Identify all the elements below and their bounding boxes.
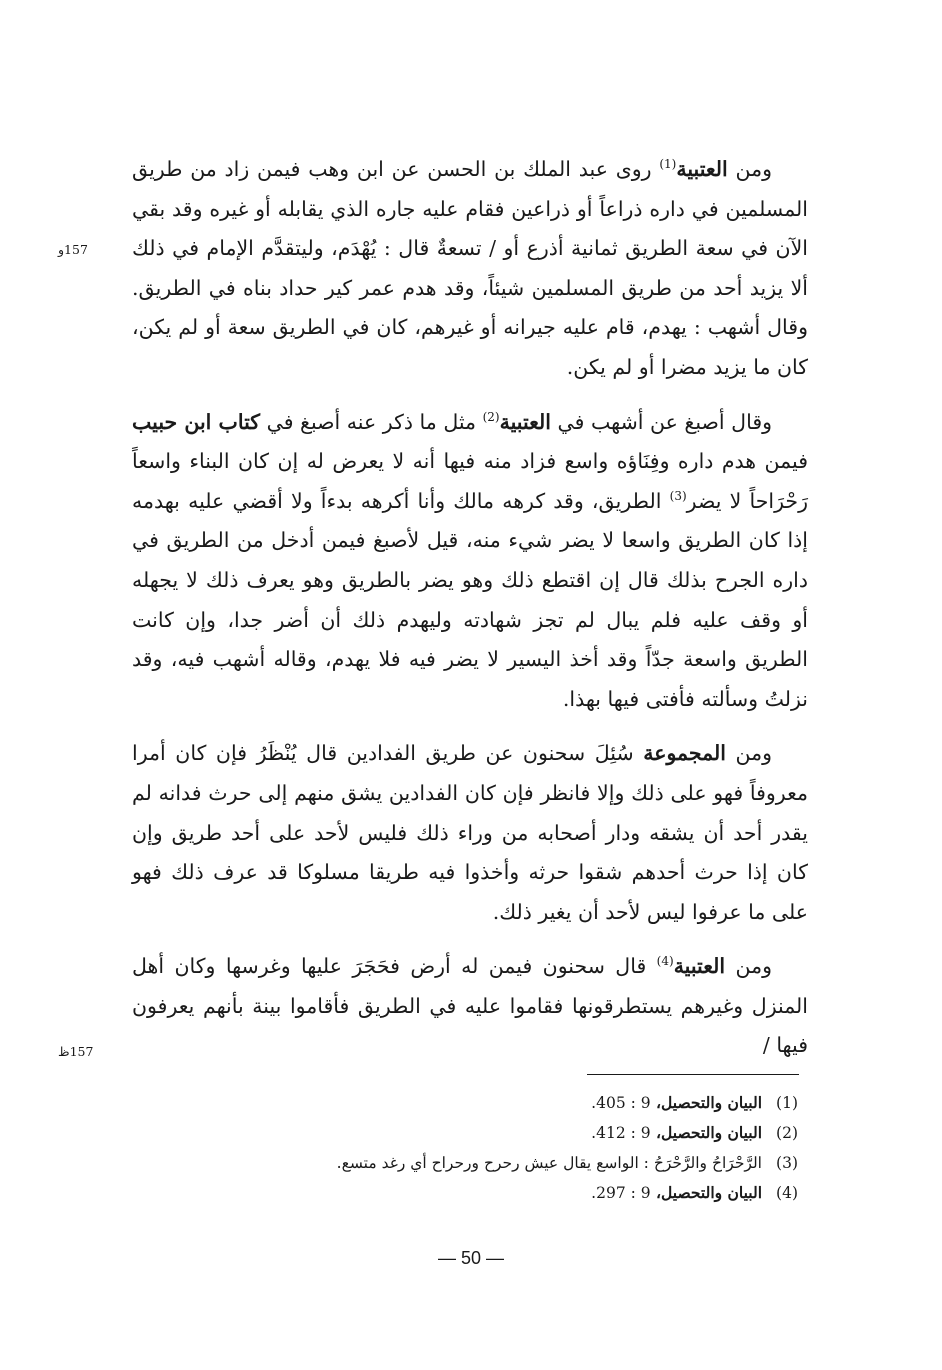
paragraph-lead: ومن bbox=[725, 954, 772, 979]
footnote-source: البيان والتحصيل، bbox=[650, 1093, 762, 1112]
footnote-number: (2) bbox=[776, 1124, 798, 1142]
footnote bbox=[280, 1178, 798, 1208]
paragraph-body: فيمن هدم داره وفِنَاؤه واسع فزاد منه فيها أنه لا يعرض له إن كان البناء واسعاً رَحْرَاحاً لا يضر bbox=[132, 449, 809, 513]
footnote-source: البيان والتحصيل، bbox=[650, 1123, 762, 1142]
footnote-separator bbox=[587, 1074, 799, 1075]
margin-folio-note: 157و bbox=[58, 242, 88, 257]
paragraph-body: الطريق، وقد كرهه مالك وأنا أكرهه بدءاً ولا أقضي عليه بهدمه إذا كان الطريق واسعا لا يضر شيء منه، قيل لأصبغ فيمن أدخل من الطريق في داره الجرح بذلك قال إن اقتطع ذلك وهو يضر بالطريق وهو يعرف ذلك لا يجهله أو وقف عليه فلم يبال لم تجز شهادته وليهدم ذلك أن أضر جدا، وإن كانت الطريق واسعة جدّاً وقد أخذ اليسير لا يضر فيه فلا يهدم، وقاله أشهب فيه، وقد نزلتُ وسألته فأفتى فيها بهذا. bbox=[132, 488, 808, 711]
footnote-text: الرَّحْرَاحُ والرَّحْرَحُ : الواسع يقال عيش رحرح ورحراح أي رغد متسع. bbox=[336, 1154, 762, 1172]
page-number: — 50 — bbox=[437, 1248, 505, 1268]
footnote-number: (4) bbox=[776, 1184, 798, 1202]
source-title: المجموعة bbox=[643, 741, 726, 766]
source-title: العتبية bbox=[676, 157, 728, 181]
footnote-number: (3) bbox=[776, 1154, 798, 1172]
paragraph bbox=[132, 734, 808, 932]
paragraph-lead: وقال أصبغ عن أشهب في bbox=[551, 409, 773, 434]
footnote bbox=[280, 1148, 798, 1178]
source-title: العتبية bbox=[499, 409, 551, 434]
footnote-text: 9 : 297. bbox=[591, 1184, 651, 1202]
paragraph bbox=[132, 947, 808, 1066]
paragraph-body: قال سحنون فيمن له أرض فحَجَرَ عليها وغرسها وكان أهل المنزل وغيرهم يستطرقونها فقاموا عليه في الطريق فأقاموا بينة بأنهم يعرفون فيها / bbox=[132, 954, 808, 1058]
paragraph-body: مثل ما ذكر عنه أصبغ في bbox=[260, 409, 483, 434]
footnote-ref: (3) bbox=[669, 488, 687, 503]
source-title: كتاب ابن حبيب bbox=[132, 409, 261, 434]
paragraph-body: روى عبد الملك بن الحسن عن ابن وهب فيمن زاد من طريق المسلمين في داره ذراعاً أو ذراعين فقام عليه جاره الذي يقابله أو غيره وقد بقي الآن في سعة الطريق ثمانية أذرع أو / تسعةٌ قال : يُهْدَم، وليتقدَّم الإمام في ذلك ألا يزيد أحد من طريق المسلمين شيئاً، وقد هدم عمر كير حداد بناه في الطريق. وقال أشهب : يهدم، قام عليه جيرانه أو غيرهم، كان في الطريق سعة أو لم يكن، كان ما يزيد مضرا أو لم يكن. bbox=[132, 157, 808, 379]
footnote-ref: (4) bbox=[656, 954, 674, 969]
footnote-text: 9 : 412. bbox=[591, 1124, 651, 1142]
margin-folio-note: 157ظ bbox=[58, 1044, 94, 1059]
paragraph bbox=[132, 150, 808, 388]
footnote bbox=[280, 1088, 798, 1118]
paragraph-lead: ومن bbox=[727, 157, 772, 181]
paragraph-lead: ومن bbox=[725, 741, 772, 766]
footnote-ref: (2) bbox=[482, 409, 500, 424]
main-text bbox=[132, 150, 808, 1066]
source-title: العتبية bbox=[673, 954, 726, 979]
paragraph bbox=[132, 403, 808, 720]
paragraph-body: سُئِلَ سحنون عن طريق الفدادين قال يُنْظَرُ فإن كان أمرا معروفاً فهو على ذلك وإلا فانظر فإن كان الفدادين يشق منهم إلى حرث فدانه لم يقدر أحد أن يشقه ودار أصحابه من وراء ذلك فليس لأحد على أحد طريق وإن كان إذا حرث أحدهم شقوا حرثه وأخذوا فيه طريقا مسلوكا قد عرف ذلك فهو على ما عرفوا ليس لأحد أن يغير ذلك. bbox=[132, 741, 808, 924]
footnote bbox=[280, 1118, 798, 1148]
footnote-text: 9 : 405. bbox=[591, 1094, 651, 1112]
footnote-source: البيان والتحصيل، bbox=[650, 1183, 762, 1202]
footnotes bbox=[280, 1088, 798, 1208]
footnote-number: (1) bbox=[776, 1094, 798, 1112]
footnote-ref: (1) bbox=[659, 157, 677, 172]
